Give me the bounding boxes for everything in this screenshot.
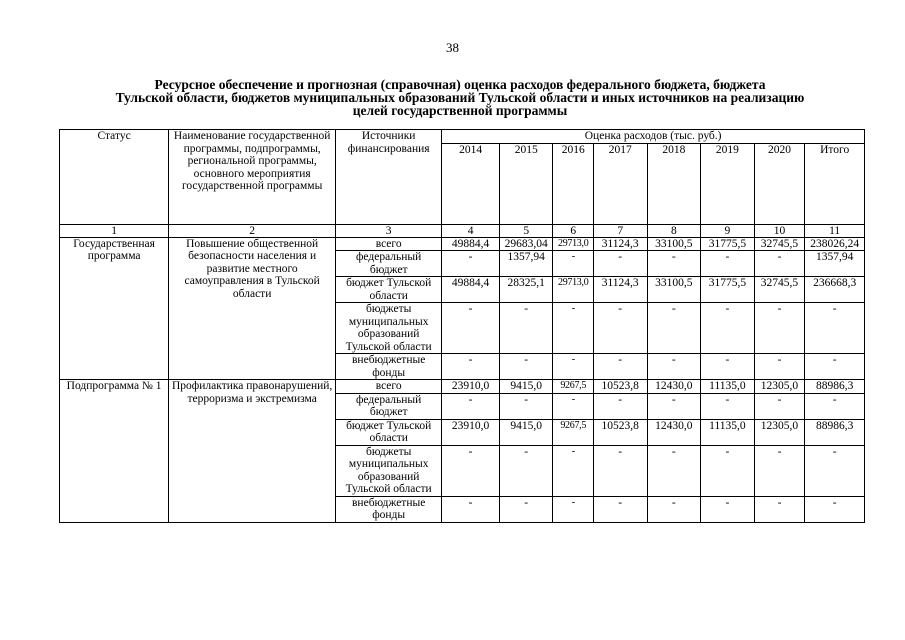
budget-table	[59, 129, 865, 523]
table-row	[60, 380, 865, 394]
status-cell: Государственная программа	[60, 237, 169, 380]
program-name-cell: Профилактика правонарушений, терроризма и экстремизма	[169, 380, 336, 523]
year-value-cell: -	[754, 251, 805, 277]
year-value-cell: -	[647, 354, 701, 380]
year-value-cell: 9267,5	[553, 419, 593, 445]
header-year: 2014	[442, 143, 500, 224]
year-value-cell: 28325,1	[499, 277, 553, 303]
year-value-cell: -	[593, 354, 647, 380]
year-value-cell: 31124,3	[593, 277, 647, 303]
total-value-cell: -	[805, 445, 865, 496]
column-number: 5	[499, 224, 553, 237]
year-value-cell: -	[442, 354, 500, 380]
funding-source-cell: бюджет Тульской области	[336, 419, 442, 445]
year-value-cell: 31775,5	[701, 277, 755, 303]
year-value-cell: 12305,0	[754, 380, 805, 394]
year-value-cell: -	[701, 251, 755, 277]
funding-source-cell: бюджеты муниципальных образований Тульской области	[336, 445, 442, 496]
total-value-cell: -	[805, 496, 865, 522]
funding-source-cell: бюджет Тульской области	[336, 277, 442, 303]
year-value-cell: -	[647, 445, 701, 496]
year-value-cell: -	[499, 354, 553, 380]
year-value-cell: -	[754, 393, 805, 419]
year-value-cell: -	[499, 445, 553, 496]
year-value-cell: -	[754, 445, 805, 496]
funding-source-cell: бюджеты муниципальных образований Тульской области	[336, 303, 442, 354]
year-value-cell: -	[499, 303, 553, 354]
year-value-cell: -	[701, 496, 755, 522]
year-value-cell: 31124,3	[593, 237, 647, 251]
total-value-cell: 88986,3	[805, 419, 865, 445]
year-value-cell: -	[442, 303, 500, 354]
year-value-cell: -	[553, 496, 593, 522]
total-value-cell: -	[805, 393, 865, 419]
year-value-cell: -	[442, 445, 500, 496]
header-source: Источники финансирования	[336, 130, 442, 225]
year-value-cell: 33100,5	[647, 237, 701, 251]
year-value-cell: 23910,0	[442, 419, 500, 445]
year-value-cell: -	[442, 251, 500, 277]
year-value-cell: 31775,5	[701, 237, 755, 251]
column-number-row	[60, 224, 865, 237]
header-year: 2018	[647, 143, 701, 224]
column-number: 6	[553, 224, 593, 237]
year-value-cell: 9415,0	[499, 380, 553, 394]
year-value-cell: 29683,04	[499, 237, 553, 251]
funding-source-cell: федеральный бюджет	[336, 251, 442, 277]
year-value-cell: 9415,0	[499, 419, 553, 445]
total-value-cell: 236668,3	[805, 277, 865, 303]
column-number: 2	[169, 224, 336, 237]
year-value-cell: -	[553, 393, 593, 419]
header-year: 2016	[553, 143, 593, 224]
column-number: 10	[754, 224, 805, 237]
program-name-cell: Повышение общественной безопасности населения и развитие местного самоуправления в Тульской области	[169, 237, 336, 380]
year-value-cell: -	[593, 303, 647, 354]
year-value-cell: -	[593, 445, 647, 496]
column-number: 3	[336, 224, 442, 237]
year-value-cell: 11135,0	[701, 380, 755, 394]
year-value-cell: -	[701, 354, 755, 380]
column-number: 9	[701, 224, 755, 237]
header-status: Статус	[60, 130, 169, 225]
year-value-cell: -	[442, 393, 500, 419]
year-value-cell: 32745,5	[754, 237, 805, 251]
year-value-cell: -	[701, 303, 755, 354]
title-line-1: Ресурсное обеспечение и прогнозная (справочная) оценка расходов федерального бюджета, бюджета	[154, 77, 766, 92]
header-total: Итого	[805, 143, 865, 224]
column-number: 11	[805, 224, 865, 237]
total-value-cell: 88986,3	[805, 380, 865, 394]
year-value-cell: -	[647, 251, 701, 277]
year-value-cell: 23910,0	[442, 380, 500, 394]
year-value-cell: 1357,94	[499, 251, 553, 277]
year-value-cell: -	[593, 393, 647, 419]
column-number: 8	[647, 224, 701, 237]
year-value-cell: -	[701, 445, 755, 496]
year-value-cell: 12305,0	[754, 419, 805, 445]
page-number: 38	[446, 40, 459, 55]
year-value-cell: -	[499, 496, 553, 522]
table-row	[60, 237, 865, 251]
year-value-cell: -	[593, 251, 647, 277]
year-value-cell: 9267,5	[553, 380, 593, 394]
year-value-cell: 32745,5	[754, 277, 805, 303]
funding-source-cell: внебюджетные фонды	[336, 496, 442, 522]
funding-source-cell: всего	[336, 237, 442, 251]
funding-source-cell: федеральный бюджет	[336, 393, 442, 419]
header-year: 2020	[754, 143, 805, 224]
year-value-cell: -	[593, 496, 647, 522]
header-estimate: Оценка расходов (тыс. руб.)	[442, 130, 865, 144]
year-value-cell: -	[647, 303, 701, 354]
total-value-cell: -	[805, 354, 865, 380]
header-year: 2017	[593, 143, 647, 224]
total-value-cell: 1357,94	[805, 251, 865, 277]
total-value-cell: 238026,24	[805, 237, 865, 251]
year-value-cell: -	[553, 303, 593, 354]
year-value-cell: -	[442, 496, 500, 522]
title-line-2: Тульской области, бюджетов муниципальных образований Тульской области и иных источников на реализацию	[115, 90, 805, 105]
year-value-cell: -	[754, 303, 805, 354]
year-value-cell: 33100,5	[647, 277, 701, 303]
year-value-cell: 49884,4	[442, 237, 500, 251]
total-value-cell: -	[805, 303, 865, 354]
status-cell: Подпрограмма № 1	[60, 380, 169, 523]
year-value-cell: -	[647, 393, 701, 419]
header-name: Наименование государственной программы, подпрограммы, региональной программы, основного мероприятия государственной программы	[169, 130, 336, 225]
year-value-cell: 29713,0	[553, 277, 593, 303]
year-value-cell: -	[499, 393, 553, 419]
year-value-cell: 11135,0	[701, 419, 755, 445]
year-value-cell: -	[754, 354, 805, 380]
year-value-cell: 10523,8	[593, 380, 647, 394]
year-value-cell: -	[553, 354, 593, 380]
column-number: 4	[442, 224, 500, 237]
year-value-cell: 12430,0	[647, 380, 701, 394]
year-value-cell: 10523,8	[593, 419, 647, 445]
year-value-cell: -	[553, 251, 593, 277]
year-value-cell: 29713,0	[553, 237, 593, 251]
year-value-cell: -	[553, 445, 593, 496]
year-value-cell: -	[754, 496, 805, 522]
year-value-cell: -	[701, 393, 755, 419]
funding-source-cell: внебюджетные фонды	[336, 354, 442, 380]
year-value-cell: 49884,4	[442, 277, 500, 303]
funding-source-cell: всего	[336, 380, 442, 394]
header-year: 2015	[499, 143, 553, 224]
column-number: 1	[60, 224, 169, 237]
title-line-3: целей государственной программы	[352, 103, 568, 118]
header-year: 2019	[701, 143, 755, 224]
column-number: 7	[593, 224, 647, 237]
year-value-cell: 12430,0	[647, 419, 701, 445]
year-value-cell: -	[647, 496, 701, 522]
document-title	[40, 78, 880, 117]
